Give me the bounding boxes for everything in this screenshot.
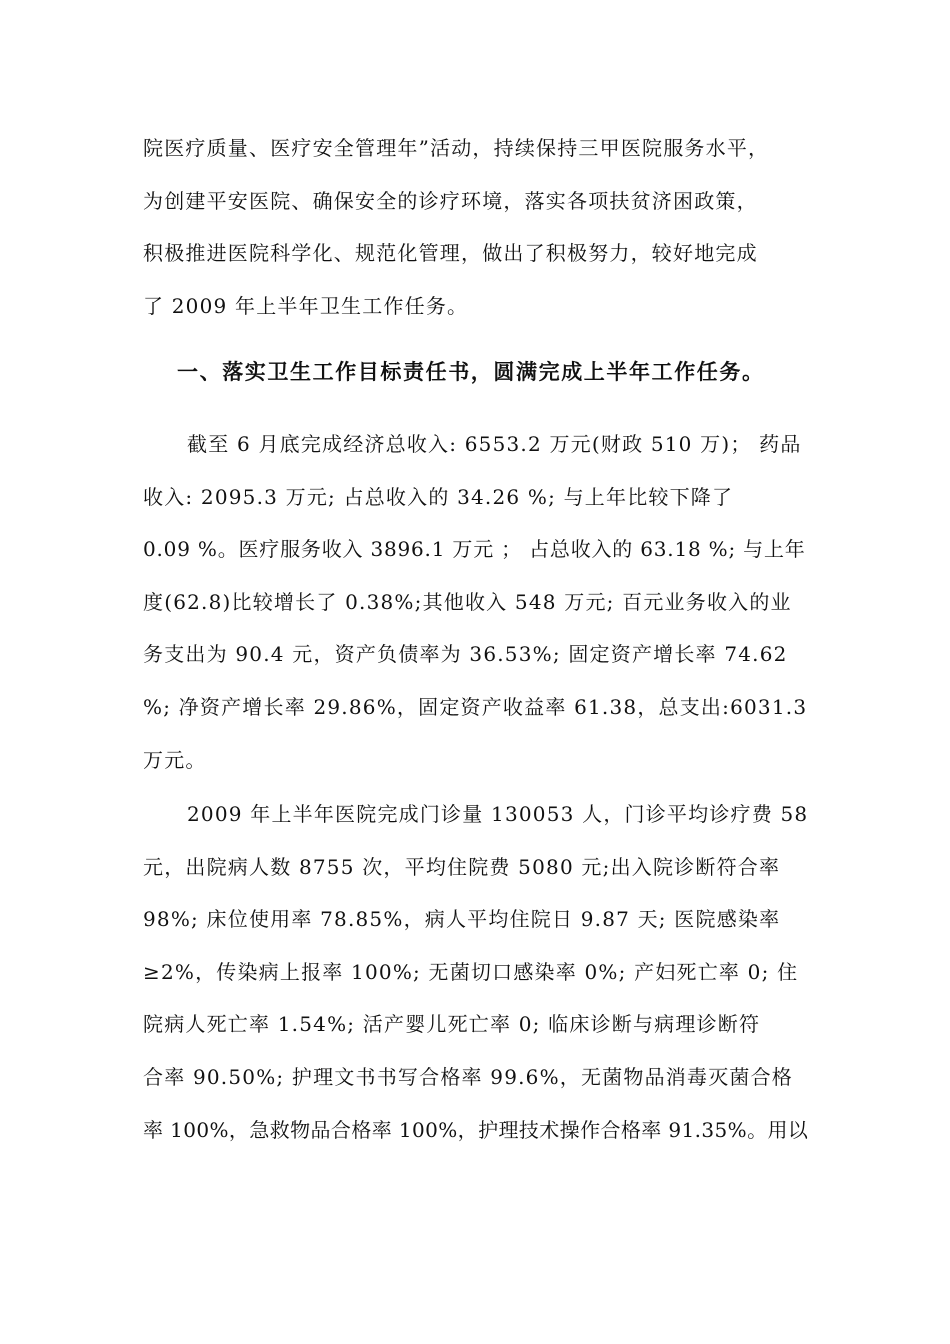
section-heading: 一、落实卫生工作目标责任书，圆满完成上半年工作任务。 — [177, 360, 765, 384]
paragraph-intro — [143, 122, 808, 332]
text-line: %; 净资产增长率 29.86%，固定资产收益率 61.38，总支出:6031.3 — [143, 694, 808, 719]
text-line: 98%; 床位使用率 78.85%，病人平均住院日 9.87 天; 医院感染率 — [143, 907, 781, 932]
text-line: 为创建平安医院、确保安全的诊疗环境，落实各项扶贫济困政策， — [143, 188, 758, 213]
text-line: 院病人死亡率 1.54%; 活产婴儿死亡率 0; 临床诊断与病理诊断符 — [143, 1012, 761, 1037]
text-line: 万元。 — [143, 747, 207, 772]
text-line: 元，出院病人数 8755 次，平均住院费 5080 元;出入院诊断符合率 — [143, 854, 781, 879]
text-line: 收入: 2095.3 万元; 占总收入的 34.26 %; 与上年比较下降了 — [143, 484, 734, 509]
text-line: 积极推进医院科学化、规范化管理，做出了积极努力，较好地完成 — [143, 241, 758, 266]
text-line: 率 100%，急救物品合格率 100%，护理技术操作合格率 91.35%。用以 — [143, 1117, 809, 1142]
text-line: 截至 6 月底完成经济总收入: 6553.2 万元(财政 510 万)； 药品 — [187, 432, 802, 456]
text-line: 2009 年上半年医院完成门诊量 130053 人，门诊平均诊疗费 58 — [187, 802, 809, 826]
text-line: 0.09 %。医疗服务收入 3896.1 万元 ； 占总收入的 63.18 %; 与上年 — [143, 537, 806, 562]
text-line: 合率 90.50%; 护理文书书写合格率 99.6%，无菌物品消毒灭菌合格 — [143, 1064, 794, 1089]
paragraph-financial-summary — [143, 418, 808, 786]
text-line: 院医疗质量、医疗安全管理年”活动，持续保持三甲医院服务水平， — [143, 136, 770, 160]
paragraph-medical-statistics — [143, 788, 808, 1156]
text-line: 了 2009 年上半年卫生工作任务。 — [143, 293, 469, 318]
text-line: 务支出为 90.4 元，资产负债率为 36.53%; 固定资产增长率 74.62 — [143, 642, 788, 667]
text-line: ≥2%，传染病上报率 100%; 无菌切口感染率 0%; 产妇死亡率 0; 住 — [143, 959, 799, 984]
text-line: 度(62.8)比较增长了 0.38%;其他收入 548 万元; 百元业务收入的业 — [143, 589, 792, 614]
